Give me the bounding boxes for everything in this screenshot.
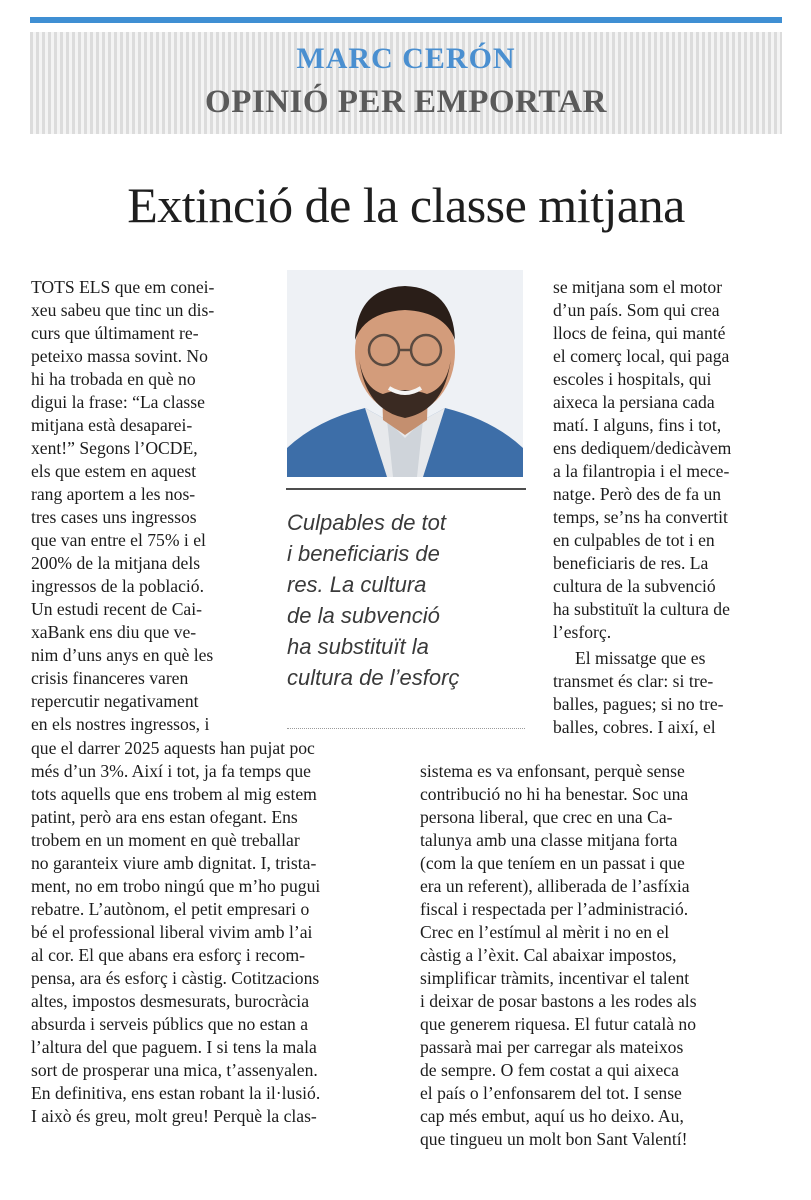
text-line: contribució no hi ha benestar. Soc una: [420, 784, 689, 804]
text-line: cap més embut, aquí us ho deixo. Au,: [420, 1106, 684, 1126]
quote-line: i beneficiaris de: [287, 541, 440, 566]
text-line: que generem riquesa. El futur català no: [420, 1014, 697, 1034]
text-line: que el darrer 2025 aquests han pujat poc: [31, 738, 315, 758]
quote-line: res. La cultura: [287, 572, 427, 597]
quote-bottom-rule: [287, 728, 525, 729]
quote-line: de la subvenció: [287, 603, 440, 628]
text-line: els que estem en aquest: [31, 461, 197, 481]
text-line: en els nostres ingressos, i: [31, 714, 210, 734]
section-title: OPINIÓ PER EMPORTAR: [205, 84, 607, 120]
text-line: fiscal i respectada per l’administració.: [420, 899, 689, 919]
text-line: llocs de feina, qui manté: [553, 323, 726, 343]
text-line: en culpables de tot i en: [553, 530, 715, 550]
text-line: rang aportem a les nos-: [31, 484, 196, 504]
author-photo: [287, 270, 523, 477]
text-line: transmet és clar: si tre-: [553, 671, 714, 691]
text-line: aixeca la persiana cada: [553, 392, 715, 412]
text-line: repercutir negativament: [31, 691, 199, 711]
text-line: talunya amb una classe mitjana forta: [420, 830, 678, 850]
text-line: no garanteix viure amb dignitat. I, trista-: [31, 853, 317, 873]
text-line: tots aquells que ens trobem al mig estem: [31, 784, 317, 804]
text-line: curs que últimament re-: [31, 323, 199, 343]
text-line: beneficiaris de res. La: [553, 553, 709, 573]
text-line: passarà mai per carregar als mateixos: [420, 1037, 684, 1057]
text-line: trobem en un moment en què treballar: [31, 830, 300, 850]
text-line: TOTS ELS que em conei-: [31, 277, 215, 297]
quote-line: Culpables de tot: [287, 510, 446, 535]
text-line: Un estudi recent de Cai-: [31, 599, 202, 619]
text-line: 200% de la mitjana dels: [31, 553, 201, 573]
text-line: que tingueu un molt bon Sant Valentí!: [420, 1129, 688, 1149]
text-line: pensa, ara és esforç i càstig. Cotitzacions: [31, 968, 320, 988]
text-line: el comerç local, qui paga: [553, 346, 730, 366]
text-line: l’altura del que paguem. I si tens la mala: [31, 1037, 317, 1057]
text-line: I això és greu, molt greu! Perquè la clas-: [31, 1106, 317, 1126]
text-line: d’un país. Som qui crea: [553, 300, 720, 320]
text-line: bé el professional liberal vivim amb l’ai: [31, 922, 313, 942]
article-headline: Extinció de la classe mitjana: [127, 177, 685, 233]
column-3-continued: [420, 760, 782, 1151]
text-line: més d’un 3%. Així i tot, ja fa temps que: [31, 761, 311, 781]
text-line: mitjana està desaparei-: [31, 415, 193, 435]
quote-line: cultura de l’esforç: [287, 665, 460, 690]
text-line: ha substituït la cultura de: [553, 599, 730, 619]
text-line: natge. Però des de fa un: [553, 484, 722, 504]
text-line: càstig a l’èxit. Cal abaixar impostos,: [420, 945, 677, 965]
column-3: [553, 276, 781, 739]
text-line: altes, impostos desmesurats, burocràcia: [31, 991, 310, 1011]
text-line: ment, no em trobo ningú que m’ho pugui: [31, 876, 321, 896]
text-line: sistema es va enfonsant, perquè sense: [420, 761, 685, 781]
top-accent-bar: [30, 17, 782, 23]
quote-top-rule: [286, 488, 526, 490]
text-line: absurda i serveis públics que no estan a: [31, 1014, 309, 1034]
text-line: (com la que teníem en un passat i que: [420, 853, 685, 873]
text-line: se mitjana som el motor: [553, 277, 723, 297]
quote-line: ha substituït la: [287, 634, 429, 659]
text-line: a la filantropia i el mece-: [553, 461, 730, 481]
author-portrait-illustration: [287, 270, 523, 477]
text-line: matí. I alguns, fins i tot,: [553, 415, 722, 435]
author-name: MARC CERÓN: [296, 42, 516, 75]
text-line: al cor. El que abans era esforç i recom-: [31, 945, 306, 965]
text-line: tres cases uns ingressos: [31, 507, 197, 527]
pull-quote: [287, 507, 521, 693]
column-1-continued: [31, 737, 411, 1128]
text-line: rebatre. L’autònom, el petit empresari o: [31, 899, 310, 919]
text-line: era un referent), alliberada de l’asfíxia: [420, 876, 690, 896]
text-line: nim d’uns anys en què les: [31, 645, 214, 665]
text-line: balles, cobres. I així, el: [553, 717, 716, 737]
text-line: persona liberal, que crec en una Ca-: [420, 807, 673, 827]
text-line: xent!” Segons l’OCDE,: [31, 438, 198, 458]
text-line: xaBank ens diu que ve-: [31, 622, 197, 642]
text-line: peteixo massa sovint. No: [31, 346, 208, 366]
text-line: temps, se’ns ha convertit: [553, 507, 728, 527]
text-line: El missatge que es: [575, 648, 706, 668]
text-line: balles, pagues; si no tre-: [553, 694, 724, 714]
text-line: sort de prosperar una mica, t’assenyalen.: [31, 1060, 318, 1080]
column-header: [30, 32, 782, 134]
text-line: l’esforç.: [553, 622, 612, 642]
text-line: patint, però ara ens estan ofegant. Ens: [31, 807, 298, 827]
text-line: que van entre el 75% i el: [31, 530, 206, 550]
text-line: i deixar de posar bastons a les rodes als: [420, 991, 697, 1011]
column-1: [31, 276, 271, 736]
text-line: crisis financeres varen: [31, 668, 189, 688]
text-line: ens dediquem/dedicàvem: [553, 438, 732, 458]
text-line: En definitiva, ens estan robant la il·lusió.: [31, 1083, 321, 1103]
text-line: hi ha trobada en què no: [31, 369, 196, 389]
text-line: ingressos de la població.: [31, 576, 204, 596]
text-line: escoles i hospitals, qui: [553, 369, 712, 389]
text-line: el país o l’enfonsarem del tot. I sense: [420, 1083, 682, 1103]
text-line: Crec en l’estímul al mèrit i no en el: [420, 922, 670, 942]
text-line: digui la frase: “La classe: [31, 392, 205, 412]
text-line: de sempre. O fem costat a qui aixeca: [420, 1060, 679, 1080]
text-line: cultura de la subvenció: [553, 576, 716, 596]
text-line: simplificar tràmits, incentivar el talent: [420, 968, 690, 988]
text-line: xeu sabeu que tinc un dis-: [31, 300, 215, 320]
